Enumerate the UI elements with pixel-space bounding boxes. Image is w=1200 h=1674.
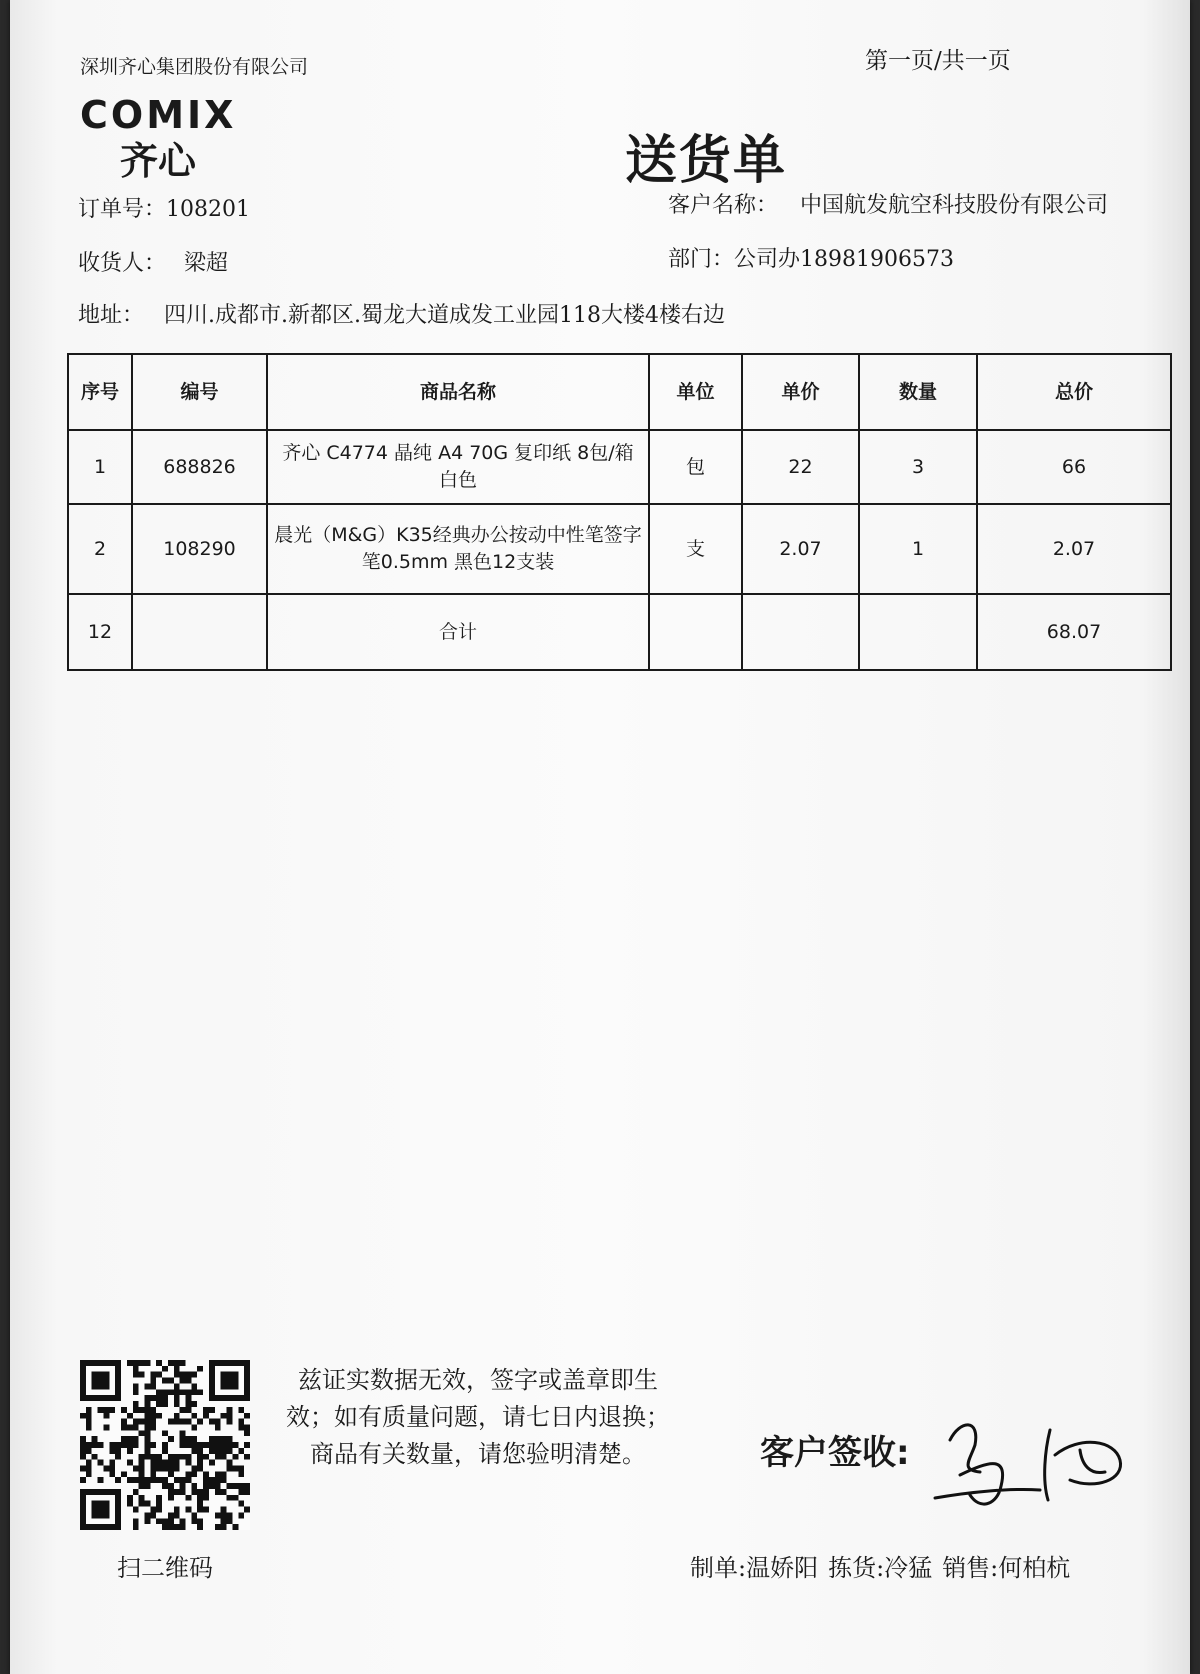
table-total-row [68, 594, 1171, 670]
comix-logo-icon [78, 92, 298, 182]
cell-grand-total: 68.07 [977, 594, 1171, 670]
cell-seq: 2 [68, 504, 132, 594]
col-header-product: 商品名称 [267, 354, 649, 430]
footer-staff [690, 1548, 1080, 1583]
department-label: 部门： [668, 247, 735, 272]
cell-code: 688826 [132, 430, 267, 504]
cell-code: 108290 [132, 504, 267, 594]
customer-label: 客户名称： [668, 193, 779, 218]
page-info: 第一页/共一页 [865, 48, 1011, 74]
col-header-price: 单价 [742, 354, 859, 430]
col-header-code: 编号 [132, 354, 267, 430]
cell-qty: 3 [859, 430, 977, 504]
cell-empty [649, 594, 742, 670]
receiver-field [78, 246, 228, 277]
cell-unit: 支 [649, 504, 742, 594]
cell-total: 2.07 [977, 504, 1171, 594]
cell-price: 2.07 [742, 504, 859, 594]
cell-empty [742, 594, 859, 670]
cell-unit: 包 [649, 430, 742, 504]
delivery-note-paper [10, 0, 1190, 1674]
cell-empty [132, 594, 267, 670]
company-name: 深圳齐心集团股份有限公司 [80, 56, 309, 78]
col-header-unit: 单位 [649, 354, 742, 430]
address-field [78, 298, 725, 329]
cell-empty [859, 594, 977, 670]
customer-value: 中国航发航空科技股份有限公司 [800, 193, 1109, 218]
receiver-label: 收货人： [78, 251, 167, 276]
cell-product: 齐心 C4774 晶纯 A4 70G 复印纸 8包/箱 白色 [267, 430, 649, 504]
customer-field [668, 188, 1108, 219]
cell-price: 22 [742, 430, 859, 504]
receiver-value: 梁超 [184, 251, 229, 276]
department-field [668, 242, 954, 273]
cell-qty: 1 [859, 504, 977, 594]
items-table [67, 353, 1172, 671]
address-label: 地址： [78, 303, 145, 328]
table-header-row [68, 354, 1171, 430]
maker-name: 制单:温娇阳 [690, 1554, 819, 1582]
cell-item-count: 12 [68, 594, 132, 670]
cell-total-label: 合计 [267, 594, 649, 670]
notice-text: 兹证实数据无效，签字或盖章即生效；如有质量问题，请七日内退换； 商品有关数量，请您验明清楚。 [286, 1366, 670, 1468]
cell-seq: 1 [68, 430, 132, 504]
sales-name: 销售:何柏杭 [942, 1554, 1071, 1582]
order-number-field [78, 192, 250, 223]
qr-code-icon [80, 1360, 250, 1530]
col-header-seq: 序号 [68, 354, 132, 430]
svg-text:齐心: 齐心 [120, 139, 197, 182]
order-number-label: 订单号： [78, 197, 167, 222]
table-row [68, 430, 1171, 504]
cell-product: 晨光（M&G）K35经典办公按动中性笔签字笔0.5mm 黑色12支装 [267, 504, 649, 594]
department-value: 公司办18981906573 [734, 247, 954, 272]
handwritten-signature-icon [930, 1400, 1150, 1520]
order-number-value: 108201 [166, 197, 250, 222]
qr-code-label: 扫二维码 [117, 1554, 213, 1582]
col-header-qty: 数量 [859, 354, 977, 430]
page-title: 送货单 [625, 131, 788, 191]
picker-name: 拣货:冷猛 [828, 1554, 933, 1582]
svg-text:COMIX: COMIX [80, 93, 237, 137]
address-value: 四川.成都市.新都区.蜀龙大道成发工业园118大楼4楼右边 [164, 303, 725, 328]
cell-total: 66 [977, 430, 1171, 504]
customer-signature-label: 客户签收: [760, 1433, 910, 1473]
table-row [68, 504, 1171, 594]
col-header-total: 总价 [977, 354, 1171, 430]
